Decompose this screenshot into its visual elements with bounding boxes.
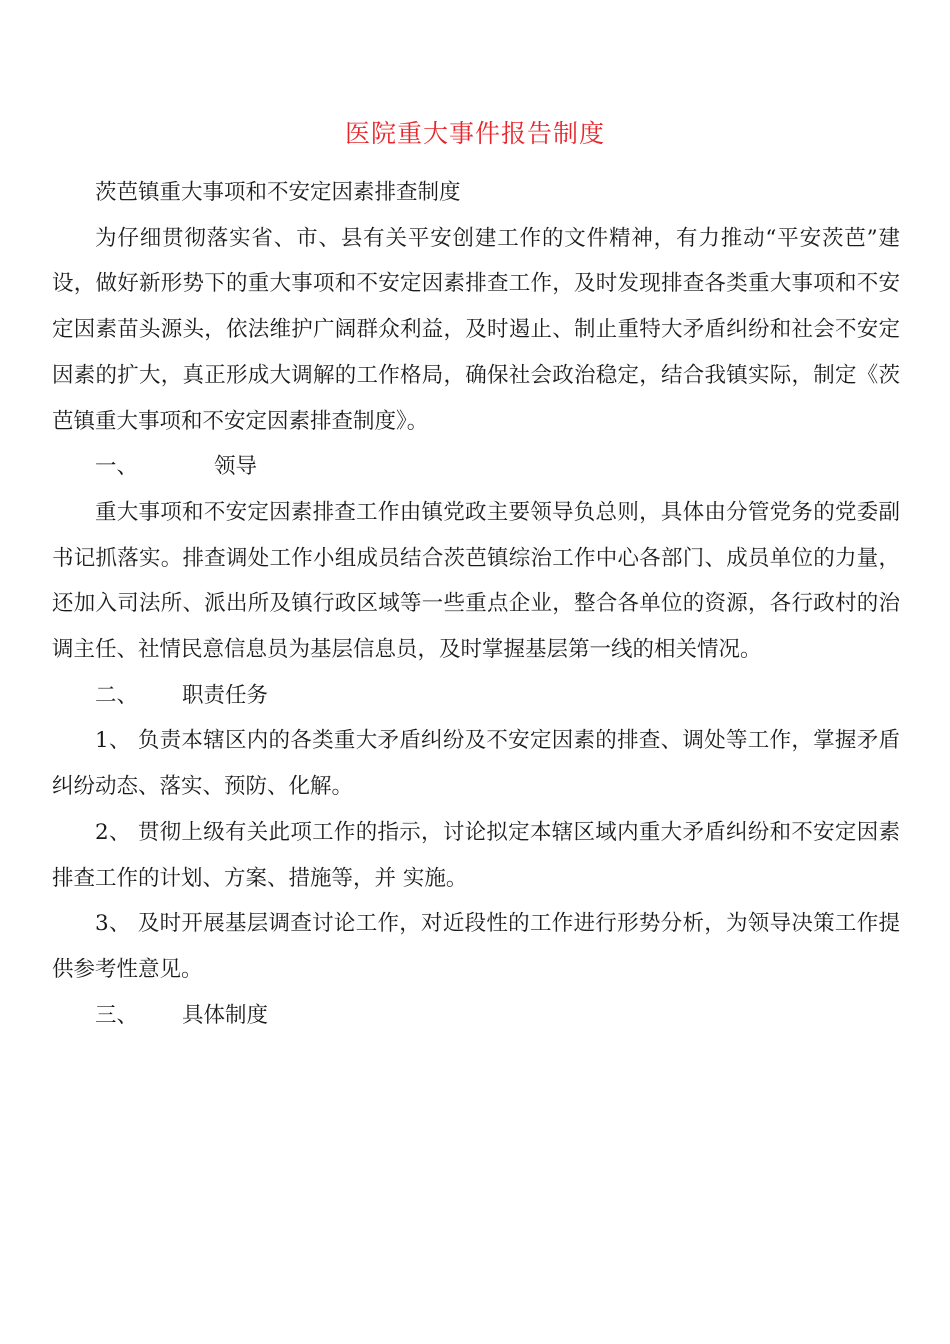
section-2-item-1: 1、 负责本辖区内的各类重大矛盾纠纷及不安定因素的排查、调处等工作，掌握矛盾纠纷动态、落实、预防、化解。 <box>52 728 900 800</box>
section-3-number: 三、 <box>95 1002 139 1028</box>
section-2-item-3: 3、 及时开展基层调查讨论工作，对近段性的工作进行形势分析，为领导决策工作提供参考性意见。 <box>52 911 900 982</box>
document-body <box>52 170 900 1038</box>
section-3-title: 具体制度 <box>182 1002 269 1028</box>
section-2-title: 职责任务 <box>182 682 269 708</box>
section-2-heading <box>52 673 900 719</box>
section-1-paragraph: 重大事项和不安定因素排查工作由镇党政主要领导负总则，具体由分管党务的党委副书记抓落实。排查调处工作小组成员结合茨芭镇综治工作中心各部门、成员单位的力量，还加入司法所、派出所及镇行政区域等一些重点企业，整合各单位的资源，各行政村的治调主任、社情民意信息员为基层信息员，及时掌握基层第一线的相关情况。 <box>52 499 900 663</box>
section-3-heading <box>52 993 900 1039</box>
section-2-item-2: 2、 贯彻上级有关此项工作的指示，讨论拟定本辖区域内重大矛盾纠纷和不安定因素排查工作的计划、方案、措施等，并 实施。 <box>52 819 900 891</box>
intro-paragraph: 为仔细贯彻落实省、市、县有关平安创建工作的文件精神，有力推动“平安茨芭”建设，做好新形势下的重大事项和不安定因素排查工作，及时发现排查各类重大事项和不安定因素苗头源头，依法维护广阔群众利益，及时遏止、制止重特大矛盾纠纷和社会不安定因素的扩大，真正形成大调解的工作格局，确保社会政治稳定，结合我镇实际，制定《茨芭镇重大事项和不安定因素排查制度》。 <box>52 225 900 434</box>
section-1-title: 领导 <box>214 454 258 480</box>
section-1-number: 一、 <box>95 454 139 480</box>
document-title: 医院重大事件报告制度 <box>344 119 605 148</box>
document-subtitle: 茨芭镇重大事项和不安定因素排查制度 <box>95 180 461 205</box>
section-2-number: 二、 <box>95 682 139 708</box>
section-1-heading <box>52 444 900 490</box>
